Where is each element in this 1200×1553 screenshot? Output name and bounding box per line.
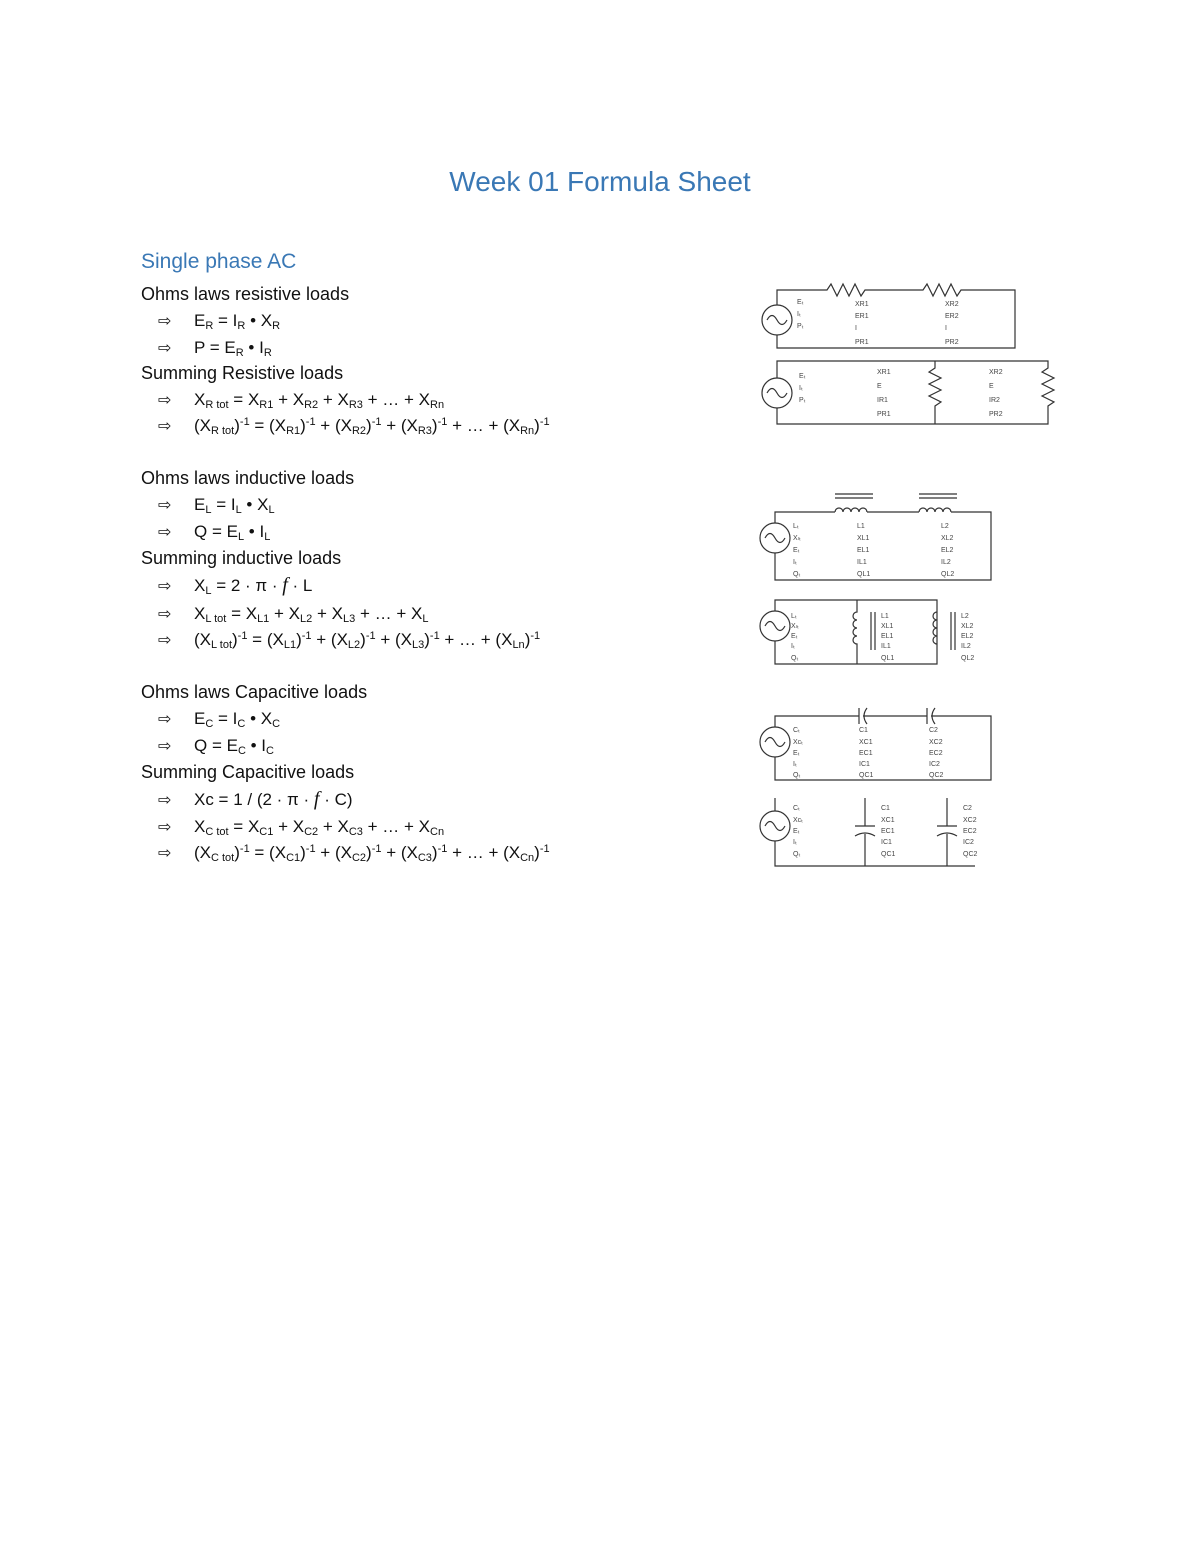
circuit-label: IC2: [929, 761, 940, 768]
circuit-label: E: [989, 383, 994, 390]
circuit-label: Pₜ: [799, 397, 806, 404]
circuit-label: QC1: [859, 772, 874, 779]
circuit-label: Eₜ: [793, 547, 800, 554]
series-inductive-circuit: [755, 488, 995, 584]
formula-xl: ⇨ $X_L = 2 \cdot \pi \cdot f \cdot L$: [158, 574, 313, 597]
circuit-label: XR1: [855, 301, 869, 308]
circuit-label: XL2: [961, 623, 974, 630]
arrow-right-icon: ⇨: [158, 578, 172, 595]
circuit-label: EL1: [881, 633, 894, 640]
circuit-label: Eₜ: [793, 750, 800, 757]
circuit-label: Qₜ: [793, 772, 801, 779]
formula-xl-series: ⇨ $X_{L tot} = X_{L1} + X_{L2} + X_{L3}$ + … + $X_L$: [158, 604, 429, 625]
arrow-right-icon: ⇨: [158, 497, 172, 514]
circuit-label: Iₜ: [791, 643, 796, 650]
circuit-label: IL1: [857, 559, 867, 566]
circuit-label: IC1: [881, 839, 892, 846]
arrow-right-icon: ⇨: [158, 845, 172, 862]
circuit-label: L2: [961, 613, 969, 620]
circuit-label: IL1: [881, 643, 891, 650]
circuit-label: QC1: [881, 851, 896, 858]
circuit-label: I: [945, 325, 947, 332]
circuit-label: EL2: [961, 633, 974, 640]
formula-q-inductive: ⇨ $Q = E_L$ • $I_L$: [158, 522, 271, 543]
circuit-label: Eₜ: [791, 633, 798, 640]
circuit-label: XC2: [929, 739, 943, 746]
circuit-label: XR2: [945, 301, 959, 308]
circuit-label: QC2: [963, 851, 978, 858]
page-title: Week 01 Formula Sheet: [449, 166, 751, 197]
circuit-label: XC2: [963, 817, 977, 824]
formula-el: ⇨ $E_L = I_L$ • $X_L$: [158, 495, 275, 516]
circuit-label: PR1: [877, 411, 891, 418]
arrow-right-icon: ⇨: [158, 819, 172, 836]
circuit-label: Xₗₜ: [791, 623, 799, 630]
capacitive-ohms-heading: Ohms laws Capacitive loads: [141, 682, 368, 702]
formula-xr-parallel: ⇨ $(X_{R tot})^{-1} = (X_{R1})^{-1} + (X_{R2})^{-1} + (X_{R3})^{-1}$ + … + $(X_{Rn})^{-1}$: [158, 416, 550, 437]
circuit-label: XC1: [859, 739, 873, 746]
circuit-label: XL1: [881, 623, 894, 630]
circuit-label: Iₜ: [793, 559, 798, 566]
circuit-label: Cₜ: [793, 727, 801, 734]
circuit-label: ER2: [945, 313, 959, 320]
circuit-label: XR2: [989, 369, 1003, 376]
circuit-label: PR2: [945, 339, 959, 346]
circuit-label: C2: [929, 727, 938, 734]
circuit-label: EC2: [929, 750, 943, 757]
circuit-label: Iₜ: [793, 839, 798, 846]
arrow-right-icon: ⇨: [158, 792, 172, 809]
formula-xc-parallel: ⇨ $(X_{C tot})^{-1} = (X_{C1})^{-1} + (X_{C2})^{-1} + (X_{C3})^{-1}$ + … + $(X_{Cn})^{-1}$: [158, 843, 550, 864]
series-resistive-circuit: [755, 280, 1025, 352]
circuit-label: XL1: [857, 535, 870, 542]
circuit-label: Qₜ: [791, 655, 799, 662]
circuit-label: EC2: [963, 828, 977, 835]
formula-xr-series: ⇨ $X_{R tot} = X_{R1} + X_{R2} + X_{R3}$ + … + $X_{Rn}$: [158, 390, 445, 411]
arrow-right-icon: ⇨: [158, 524, 172, 541]
circuit-label: IC2: [963, 839, 974, 846]
formula-xc-series: ⇨ $X_{C tot} = X_{C1} + X_{C2} + X_{C3}$ + … + $X_{Cn}$: [158, 817, 445, 838]
circuit-label: Xₗₜ: [793, 535, 801, 542]
circuit-label: C1: [881, 805, 890, 812]
resistive-ohms-heading: Ohms laws resistive loads: [141, 284, 350, 304]
formula-xl-parallel: ⇨ $(X_{L tot})^{-1} = (X_{L1})^{-1} + (X_{L2})^{-1} + (X_{L3})^{-1}$ + … + $(X_{Ln})^{-1}$: [158, 630, 541, 651]
circuit-label: IC1: [859, 761, 870, 768]
capacitive-sum-heading: Summing Capacitive loads: [141, 762, 355, 782]
circuit-label: EC1: [859, 750, 873, 757]
circuit-label: Xcₜ: [793, 817, 804, 824]
formula-p: ⇨ $P = E_R$ • $I_R$: [158, 338, 272, 359]
circuit-label: ER1: [855, 313, 869, 320]
circuit-label: PR1: [855, 339, 869, 346]
circuit-label: Lₜ: [793, 523, 799, 530]
circuit-label: Pₜ: [797, 323, 804, 330]
circuit-label: QC2: [929, 772, 944, 779]
circuit-label: EL2: [941, 547, 954, 554]
circuit-label: QL1: [881, 655, 895, 662]
circuit-label: IR1: [877, 397, 888, 404]
arrow-right-icon: ⇨: [158, 606, 172, 623]
circuit-label: IR2: [989, 397, 1000, 404]
formula-xc: ⇨ Xc = 1 / (2 · π · f · C): [158, 788, 353, 810]
circuit-label: Xcₜ: [793, 739, 804, 746]
arrow-right-icon: ⇨: [158, 340, 172, 357]
circuit-label: PR2: [989, 411, 1003, 418]
circuit-label: EC1: [881, 828, 895, 835]
circuit-label: Iₜ: [793, 761, 798, 768]
arrow-right-icon: ⇨: [158, 711, 172, 728]
circuit-label: QL2: [941, 571, 955, 578]
resistive-sum-heading: Summing Resistive loads: [141, 363, 344, 383]
inductive-ohms-heading: Ohms laws inductive loads: [141, 468, 355, 488]
circuit-label: QL1: [857, 571, 871, 578]
circuit-label: QL2: [961, 655, 975, 662]
circuit-label: Iₜ: [799, 385, 804, 392]
circuit-label: L1: [857, 523, 865, 530]
circuit-label: XC1: [881, 817, 895, 824]
formula-ec: ⇨ $E_C = I_C$ • $X_C$: [158, 709, 281, 730]
formula-er: ⇨ $E_R = I_R$ • $X_R$: [158, 311, 281, 332]
circuit-label: XL2: [941, 535, 954, 542]
circuit-label: Qₜ: [793, 571, 801, 578]
circuit-label: Cₜ: [793, 805, 801, 812]
parallel-resistive-circuit: [755, 358, 1060, 430]
circuit-label: C1: [859, 727, 868, 734]
series-capacitive-circuit: [755, 702, 995, 784]
circuit-label: Eₜ: [797, 299, 804, 306]
circuit-label: C2: [963, 805, 972, 812]
circuit-label: EL1: [857, 547, 870, 554]
circuit-label: Lₜ: [791, 613, 797, 620]
section-title: Single phase AC: [141, 250, 297, 273]
parallel-capacitive-circuit: [755, 796, 995, 870]
circuit-label: L1: [881, 613, 889, 620]
arrow-right-icon: ⇨: [158, 738, 172, 755]
circuit-label: XR1: [877, 369, 891, 376]
circuit-label: Iₜ: [797, 311, 802, 318]
circuit-label: Qₜ: [793, 851, 801, 858]
circuit-label: L2: [941, 523, 949, 530]
arrow-right-icon: ⇨: [158, 313, 172, 330]
circuit-label: IL2: [961, 643, 971, 650]
circuit-label: Eₜ: [799, 373, 806, 380]
circuit-label: Eₜ: [793, 828, 800, 835]
arrow-right-icon: ⇨: [158, 418, 172, 435]
inductive-sum-heading: Summing inductive loads: [141, 548, 342, 568]
arrow-right-icon: ⇨: [158, 392, 172, 409]
circuit-label: IL2: [941, 559, 951, 566]
circuit-label: E: [877, 383, 882, 390]
arrow-right-icon: ⇨: [158, 632, 172, 649]
parallel-inductive-circuit: [755, 598, 985, 668]
formula-q-capacitive: ⇨ $Q = E_C$ • $I_C$: [158, 736, 274, 757]
circuit-label: I: [855, 325, 857, 332]
